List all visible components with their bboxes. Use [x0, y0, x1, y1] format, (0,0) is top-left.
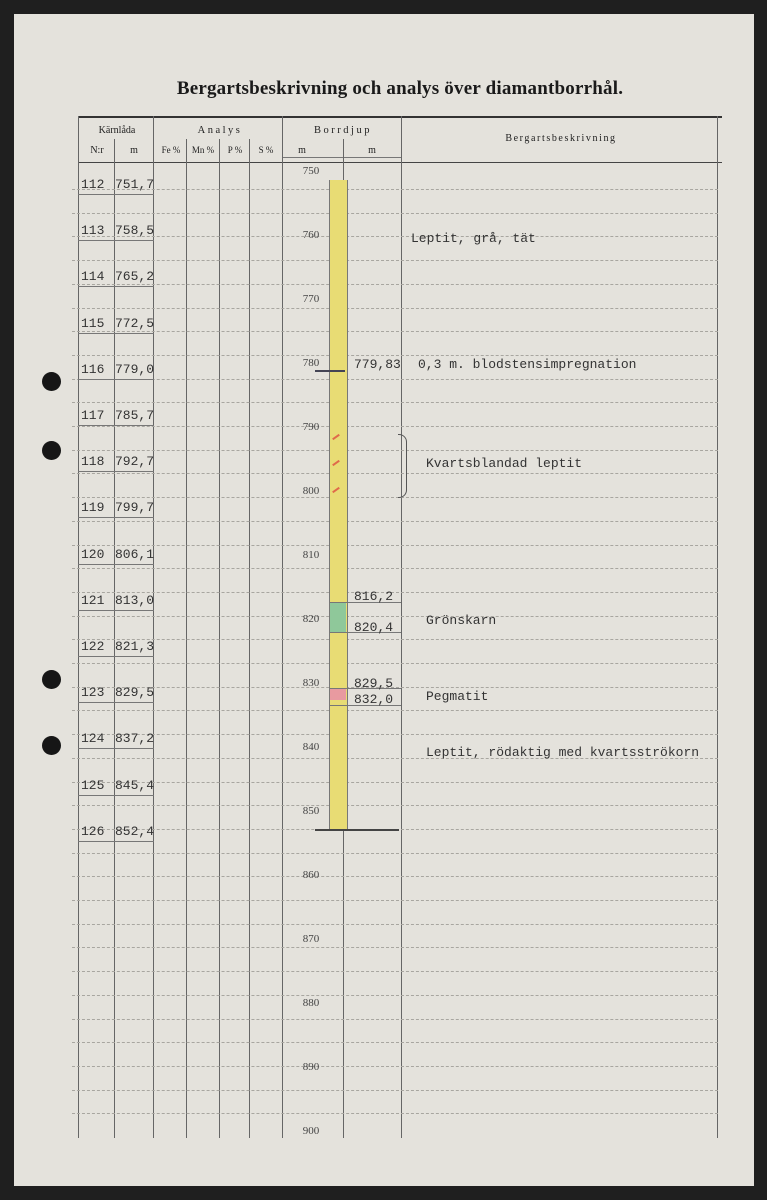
col-line-left — [78, 116, 79, 1138]
header-fe: Fe % — [161, 145, 181, 155]
row-line — [72, 1066, 718, 1067]
header-p: P % — [227, 145, 243, 155]
row-line — [72, 947, 718, 948]
header-s: S % — [258, 145, 274, 155]
row-line — [72, 260, 718, 261]
core-box-underline — [78, 748, 154, 749]
col-line-s — [282, 116, 283, 1138]
row-line — [72, 734, 718, 735]
core-box-underline — [78, 333, 154, 334]
row-line — [72, 189, 718, 190]
punch-hole — [42, 670, 61, 689]
row-line — [72, 782, 718, 783]
row-line — [72, 805, 718, 806]
core-box-number: 115 — [81, 315, 105, 331]
core-column — [329, 180, 348, 830]
core-box-number: 117 — [81, 408, 105, 423]
core-box-underline — [78, 702, 154, 703]
core-box-number: 126 — [81, 823, 105, 839]
row-line — [72, 1042, 718, 1043]
core-box-number: 113 — [81, 223, 105, 239]
core-box-depth: 829,5 — [115, 685, 155, 701]
punch-hole — [42, 372, 61, 391]
depth-label: 860 — [302, 869, 320, 881]
row-line — [72, 663, 718, 664]
row-line — [72, 995, 718, 996]
row-line — [72, 308, 718, 309]
core-box-depth: 792,7 — [115, 454, 155, 470]
row-line — [72, 568, 718, 569]
gronskarn-band — [330, 603, 346, 632]
curly-brace — [398, 434, 407, 498]
core-box-underline — [78, 795, 154, 796]
core-box-number: 121 — [81, 592, 105, 608]
row-line — [72, 639, 718, 640]
core-box-depth: 772,5 — [115, 315, 155, 331]
core-box-number: 122 — [81, 639, 105, 654]
depth-label: 880 — [302, 997, 320, 1009]
core-box-depth: 837,2 — [115, 731, 155, 747]
description-blodsten: 0,3 m. blodstensimpregnation — [418, 357, 637, 372]
core-box-depth: 852,4 — [115, 823, 155, 839]
description-gronskarn: Grönskarn — [426, 613, 497, 628]
core-box-number: 114 — [81, 269, 105, 285]
header-borrdjup: Borrdjup — [314, 125, 372, 136]
row-line — [72, 450, 718, 451]
row-line — [72, 213, 718, 214]
blodsten-line — [315, 370, 345, 372]
depth-label: 840 — [302, 741, 320, 753]
document-title: Bergartsbeskrivning och analys över diamantborrhål. — [176, 78, 624, 99]
row-line — [72, 426, 718, 427]
row-line — [72, 497, 718, 498]
header-karnlada: Kärnlåda — [98, 125, 136, 136]
core-box-depth: 785,7 — [115, 408, 155, 423]
core-box-depth: 821,3 — [115, 639, 155, 654]
row-line — [72, 1019, 718, 1020]
core-box-underline — [78, 656, 154, 657]
core-box-underline — [78, 194, 154, 195]
core-box-depth: 765,2 — [115, 269, 155, 285]
header-depth-m-left: m — [298, 145, 306, 156]
core-box-underline — [78, 517, 154, 518]
core-box-number: 119 — [81, 500, 105, 516]
header-bergartsbeskrivning: Bergartsbeskrivning — [505, 133, 617, 144]
punch-hole — [42, 441, 61, 460]
row-line — [72, 331, 718, 332]
depth-label: 760 — [302, 229, 320, 241]
header-m: m — [130, 145, 138, 156]
pegmatit-band — [330, 688, 346, 700]
core-box-underline — [78, 379, 154, 380]
table-top-border — [78, 116, 722, 118]
row-line — [72, 592, 718, 593]
core-box-depth: 751,7 — [115, 177, 155, 192]
depth-header-underline — [283, 157, 401, 158]
core-box-depth: 799,7 — [115, 500, 155, 516]
row-line — [72, 971, 718, 972]
punch-hole — [42, 736, 61, 755]
core-box-underline — [78, 564, 154, 565]
description-leptit-gra: Leptit, grå, tät — [411, 231, 536, 246]
row-line — [72, 1113, 718, 1114]
core-box-depth: 779,0 — [115, 361, 155, 377]
core-box-underline — [78, 425, 154, 426]
header-nr: N:r — [90, 145, 104, 156]
row-line — [72, 876, 718, 877]
core-box-number: 124 — [81, 731, 105, 747]
row-line — [72, 473, 718, 474]
col-line-desc — [401, 116, 402, 1138]
depth-label: 820 — [302, 613, 320, 625]
core-box-depth: 806,1 — [115, 546, 155, 562]
header-mn: Mn % — [191, 145, 215, 155]
depth-label: 780 — [302, 357, 320, 369]
header-depth-m-right: m — [368, 145, 376, 156]
header-analys: Analys — [197, 125, 243, 136]
row-line — [72, 545, 718, 546]
row-line — [72, 284, 718, 285]
depth-label: 830 — [302, 677, 320, 689]
core-box-underline — [78, 841, 154, 842]
core-box-depth: 845,4 — [115, 777, 155, 793]
end-of-hole-line — [315, 829, 399, 831]
table-header-border — [78, 162, 722, 163]
depth-label: 770 — [302, 293, 320, 305]
boundary-829-5: 829,5 — [354, 676, 394, 691]
core-box-underline — [78, 286, 154, 287]
depth-label: 870 — [302, 933, 320, 945]
depth-label: 790 — [302, 421, 320, 433]
description-kvartsblandad: Kvartsblandad leptit — [426, 456, 583, 471]
core-box-number: 116 — [81, 361, 105, 377]
row-line — [72, 900, 718, 901]
core-box-number: 123 — [81, 685, 105, 701]
row-line — [72, 236, 718, 237]
boundary-832-0: 832,0 — [354, 692, 394, 707]
boundary-779-83: 779,83 — [354, 357, 401, 372]
core-box-number: 125 — [81, 777, 105, 793]
core-box-depth: 813,0 — [115, 592, 155, 608]
row-line — [72, 616, 718, 617]
core-box-underline — [78, 471, 154, 472]
depth-label: 850 — [302, 805, 320, 817]
depth-label: 900 — [302, 1125, 320, 1137]
description-leptit-rodaktig: Leptit, rödaktig med kvartsströkorn — [426, 745, 700, 760]
core-box-number: 118 — [81, 454, 105, 470]
row-line — [72, 853, 718, 854]
core-box-underline — [78, 240, 154, 241]
depth-label: 750 — [302, 165, 320, 177]
row-line — [72, 402, 718, 403]
row-line — [72, 355, 718, 356]
boundary-820-4: 820,4 — [354, 620, 394, 635]
row-line — [72, 379, 718, 380]
boundary-816-2: 816,2 — [354, 589, 394, 604]
core-box-depth: 758,5 — [115, 223, 155, 239]
depth-label: 800 — [302, 485, 320, 497]
core-box-number: 120 — [81, 546, 105, 562]
row-line — [72, 924, 718, 925]
row-line — [72, 1090, 718, 1091]
depth-label: 890 — [302, 1061, 320, 1073]
core-box-underline — [78, 610, 154, 611]
row-line — [72, 710, 718, 711]
description-pegmatit: Pegmatit — [426, 689, 489, 704]
row-line — [72, 521, 718, 522]
depth-label: 810 — [302, 549, 320, 561]
core-box-number: 112 — [81, 177, 105, 192]
col-line-right — [717, 116, 718, 1138]
